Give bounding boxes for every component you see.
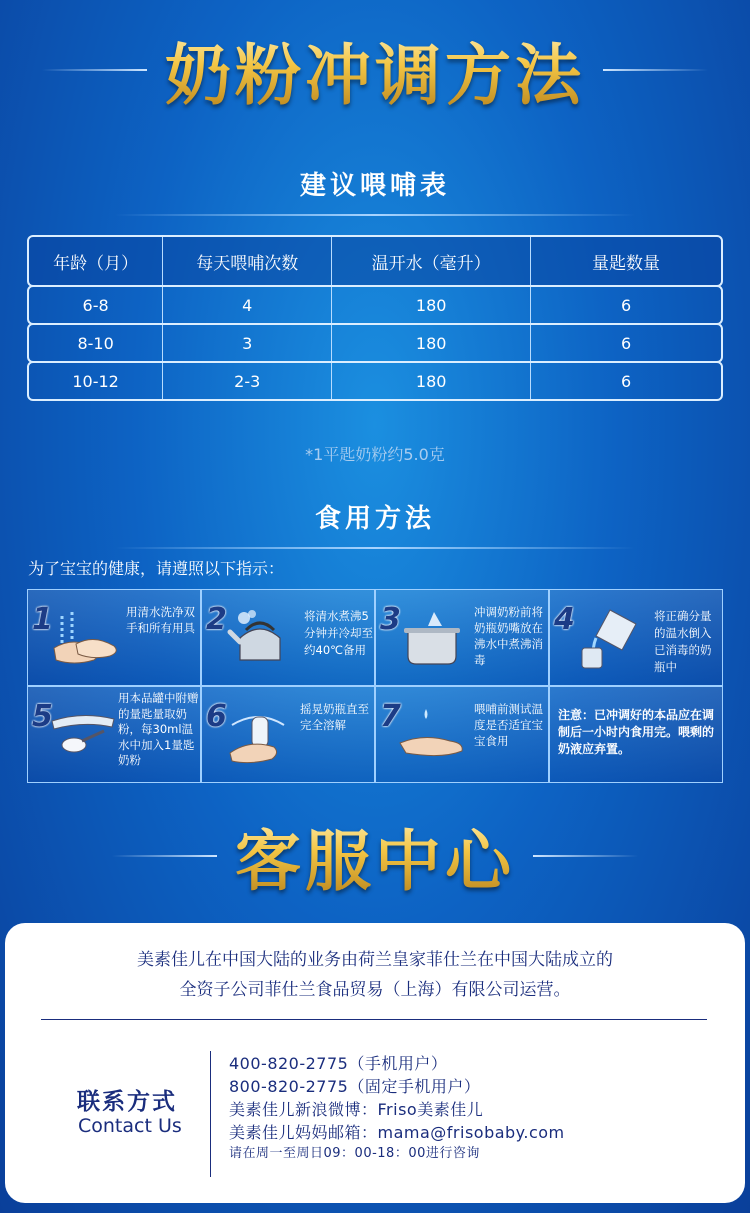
warning-text: 注意：已冲调好的本品应在调制后一小时内食用完。喂剩的奶液应弃置。 [558,708,715,756]
step-number: 6 [206,699,227,734]
service-title: 客服中心 [235,808,515,903]
step-number: 5 [32,699,53,734]
contact-heading-en: Contact Us [78,1115,182,1137]
table-row [27,323,723,363]
company-intro-line: 美素佳儿在中国大陆的业务由荷兰皇家菲仕兰在中国大陆成立的 [137,950,613,970]
table-cell: 6-8 [29,287,163,323]
pour-water-icon [570,608,642,670]
wash-hands-icon [48,608,120,670]
usage-heading-underline [115,547,635,549]
test-temperature-icon [396,705,468,767]
step-number: 7 [380,699,401,734]
table-cell: 4 [163,287,332,323]
table-cell: 2-3 [163,363,332,399]
weibo-account: 美素佳儿新浪微博：Friso美素佳儿 [229,1100,484,1119]
contact-lines [229,1052,565,1164]
table-cell: 3 [163,325,332,361]
title-divider-left [42,69,147,71]
mobile-hotline: 400-820-2775（手机用户） [229,1054,448,1073]
step-card [549,589,723,686]
step-text: 用清水洗净双手和所有用具 [126,605,195,635]
shake-bottle-icon [222,705,294,767]
usage-steps [27,589,723,783]
step-card [375,686,549,783]
step-text: 喂哺前测试温度是否适宜宝宝食用 [474,702,543,748]
title-divider-right [603,69,708,71]
table-cell: 6 [620,333,632,353]
step-card [375,589,549,686]
divider [41,1019,707,1020]
step-text: 冲调奶粉前将奶瓶奶嘴放在沸水中煮沸消毒 [474,605,543,667]
table-cell: 10-12 [29,363,163,399]
scoop-icon [48,705,120,767]
step-card [27,589,201,686]
step-text: 将正确分量的温水倒入已消毒的奶瓶中 [654,609,712,674]
service-hours: 请在周一至周日09：00-18：00进行咨询 [229,1146,480,1161]
contact-card [5,923,745,1203]
feeding-table [27,235,723,401]
company-intro [5,945,745,1005]
table-cell: 180 [332,325,531,361]
feeding-table-heading [115,165,635,216]
table-cell: 8-10 [29,325,163,361]
step-card [201,589,375,686]
table-header-row [27,235,723,287]
step-text: 用本品罐中附赠的量匙量取奶粉，每30ml温水中加入1量匙奶粉 [118,691,199,767]
title-divider-right [533,855,638,857]
table-cell: 180 [332,287,531,323]
step-card [27,686,201,783]
step-number: 1 [32,602,53,637]
page-title: 奶粉冲调方法 [165,22,585,117]
table-cell: 6 [620,371,632,391]
table-header-cell: 量匙数量 [592,253,661,274]
feeding-table-heading-underline [115,214,635,216]
vertical-divider [210,1051,211,1177]
step-text: 将清水煮沸5分钟并冷却至约40℃备用 [304,609,373,657]
kettle-icon [222,608,294,670]
service-title-row [0,808,750,903]
usage-instruction: 为了宝宝的健康，请遵照以下指示： [28,559,285,578]
email-address[interactable]: 美素佳儿妈妈邮箱：mama@frisobaby.com [229,1123,565,1142]
step-number: 2 [206,602,227,637]
header-title-wrap [147,22,603,117]
table-cell: 180 [332,363,531,399]
table-header-cell: 年龄（月） [29,237,163,285]
service-title-wrap [217,808,533,903]
table-header-cell: 每天喂哺次数 [163,237,332,285]
step-number: 3 [380,602,401,637]
header-title-row [0,22,750,117]
usage-heading [115,498,635,549]
title-divider-left [112,855,217,857]
table-cell: 6 [620,295,632,315]
feeding-table-heading-label: 建议喂哺表 [299,171,450,201]
pot-icon [396,608,468,670]
warning-card [549,686,723,783]
table-header-cell: 温开水（毫升） [332,237,531,285]
company-intro-line: 全资子公司菲仕兰食品贸易（上海）有限公司运营。 [179,980,571,1000]
step-card [201,686,375,783]
step-text: 摇晃奶瓶直至完全溶解 [300,702,369,732]
landline-hotline: 800-820-2775（固定手机用户） [229,1077,481,1096]
scoop-note: *1平匙奶粉约5.0克 [305,445,445,464]
contact-heading-cn: 联系方式 [77,1089,177,1115]
table-row [27,361,723,401]
usage-heading-label: 食用方法 [314,504,435,534]
table-row [27,285,723,325]
step-number: 4 [554,602,575,637]
